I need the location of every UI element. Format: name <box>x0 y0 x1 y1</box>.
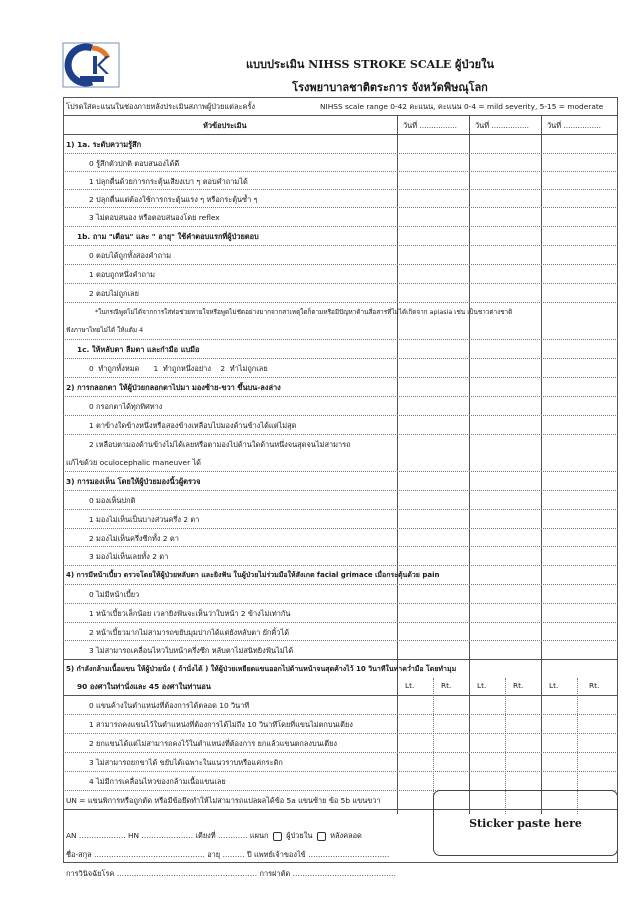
option-text: 0 ทำถูกทั้งหมด 1 ทำถูกหนึ่งอย่าง 2 ทำไม่ถูกเลย <box>89 364 268 373</box>
inpatient-checkbox[interactable] <box>273 832 282 841</box>
list-item <box>63 154 618 172</box>
note-text: *ในกรณีพูดไม่ได้จากการใส่ท่อช่วยหายใจหรือพูดไม่ชัดอย่างมากจากสาเหตุใดก็ตามหรือมีปัญหาด้านสื่อสารที่ไม่ได้เกิดจาก aplasia เช่น เป็นชาวต่างชาติ <box>95 308 513 316</box>
list-item <box>63 227 618 246</box>
option-text: 2 ปลุกตื่นแต่ต้องใช้การกระตุ้นแรง ๆ หรือกระตุ้นซ้ำ ๆ <box>89 195 258 204</box>
list-item <box>63 135 618 154</box>
list-item <box>63 660 618 678</box>
postpartum-label: หลังคลอด <box>330 831 362 840</box>
option-text: 0 ไม่มีหน้าเบี้ยว <box>89 590 140 599</box>
section-3-title: 3) การมองเห็น โดยให้ผู้ป่วยมองนิ้วผู้ตรวจ <box>66 477 201 486</box>
list-item <box>63 566 618 585</box>
date2-header: วันที่ ................ <box>475 121 530 130</box>
inpatient-label: ผู้ป่วยใน <box>286 831 313 840</box>
list-item <box>63 246 618 265</box>
instructions-right: NIHSS scale range 0-42 คะแนน, คะแนน 0-4 = mild severity, 5-15 = moderate <box>320 102 604 111</box>
option-text: 2 หน้าเบี้ยวมากไม่สามารถขยับมุมปากได้แต่ยังหลับตา ยักคิ้วได้ <box>89 628 289 637</box>
list-item <box>63 529 618 547</box>
list-item <box>63 604 618 623</box>
list-item <box>63 359 618 378</box>
list-item <box>63 753 618 772</box>
list-item <box>63 416 618 435</box>
option-text: 1 มองไม่เห็นเป็นบางส่วนครึ่ง 2 ตา <box>89 515 200 524</box>
option-text: 2 ยกแขนได้แต่ไม่สามารถคงไว้ในตำแหน่งที่ต้องการ ยกแล้วแขนตกลงบนเตียง <box>89 739 338 748</box>
section-5-subtitle: 90 องศาในท่านั่งและ 45 องศาในท่านอน <box>77 682 211 691</box>
instructions-left: โปรดใส่คะแนนในช่องภายหลังประเมินสภาพผู้ป่วยแต่ละครั้ง <box>66 102 255 111</box>
section-1c-title: 1c. ให้หลับตา ลืมตา และกำมือ แบมือ <box>77 345 200 354</box>
right-side-label: Rt. <box>513 681 524 690</box>
left-side-label: Lt. <box>549 681 559 690</box>
list-item <box>63 208 618 227</box>
date3-header: วันที่ ................ <box>547 121 602 130</box>
option-text: 2 มองไม่เห็นครึ่งซีกทั้ง 2 ตา <box>89 534 179 543</box>
table-header-row <box>63 116 618 135</box>
list-item <box>63 772 618 791</box>
option-text: 3 ไม่ตอบสนอง หรือตอบสนองโดย reflex <box>89 213 220 222</box>
option-text: 1 ตอบถูกหนึ่งคำถาม <box>89 270 156 279</box>
hospital-logo <box>62 42 120 88</box>
list-item <box>63 641 618 660</box>
note-text: ฟังภาษาไทยไม่ได้ ให้แต้ม 4 <box>66 326 144 334</box>
option-text: 3 มองไม่เห็นเลยทั้ง 2 ตา <box>89 552 169 561</box>
option-text: 0 รู้สึกตัวปกติ ตอบสนองได้ดี <box>89 159 180 168</box>
list-item <box>63 190 618 208</box>
option-text: 2 ตอบไม่ถูกเลย <box>89 289 139 298</box>
instructions-row <box>63 97 618 116</box>
option-text: 1 ปลุกตื่นด้วยการกระตุ้นเสียงเบา ๆ ตอบคำถามได้ <box>89 177 248 186</box>
hospital-name: โรงพยาบาลชาติตระการ จังหวัดพิษณุโลก <box>292 81 488 94</box>
left-side-label: Lt. <box>477 681 487 690</box>
list-item <box>63 678 618 696</box>
section-1b-title: 1b. ถาม "เดือน" และ " อายุ" ใช้คำตอบแรกที่ผู้ป่วยตอบ <box>77 232 259 241</box>
list-item <box>63 172 618 190</box>
list-item <box>63 265 618 284</box>
option-text: 4 ไม่มีการเคลื่อนไหวของกล้ามเนื้อแขนเลย <box>89 777 226 786</box>
list-item <box>63 491 618 510</box>
list-item <box>63 510 618 529</box>
list-item <box>63 322 618 340</box>
list-item <box>63 547 618 566</box>
option-text: 1 ตาข้างใดข้างหนึ่งหรือสองข้างเหลือบไปมองด้านข้างได้แต่ไม่สุด <box>89 421 297 430</box>
right-side-label: Rt. <box>441 681 452 690</box>
option-text: 1 สามารถคงแขนไว้ในตำแหน่งที่ต้องการได้ไม่ถึง 10 วินาทีโดยที่แขนไม่ตกบนเตียง <box>89 720 353 729</box>
form-title: แบบประเมิน NIHSS STROKE SCALE ผู้ป่วยใน <box>245 58 495 71</box>
list-item <box>63 696 618 715</box>
option-text: 0 กรอกตาได้ทุกทิศทาง <box>89 402 163 411</box>
option-text: 3 ไม่สามารถยกขาได้ ขยับได้เฉพาะในแนวราบหรือแค่กระดิก <box>89 758 283 767</box>
list-item <box>63 454 618 472</box>
topic-header: หัวข้อประเมิน <box>203 121 247 130</box>
sticker-area: Sticker paste here <box>433 790 618 856</box>
right-side-label: Rt. <box>589 681 600 690</box>
list-item <box>63 585 618 604</box>
option-text: 0 ตอบได้ถูกทั้งสองคำถาม <box>89 251 172 260</box>
option-text: 1 หน้าเบี้ยวเล็กน้อย เวลายิงฟันจะเห็นว่าใบหน้า 2 ข้างไม่เท่ากัน <box>89 609 291 618</box>
section-1a-title: 1) 1a. ระดับความรู้สึก <box>66 140 142 149</box>
un-note: UN = แขนพิการหรือถูกตัด หรือมีข้อยึดทำให้ไม่สามารถแปลผลได้ข้อ 5a แขนซ้าย ข้อ 5b แขนขวา <box>66 796 381 805</box>
option-text: 0 มองเห็นปกติ <box>89 496 136 505</box>
patient-info-line-1 <box>66 830 362 842</box>
option-text: 3 ไม่สามารถเคลื่อนไหวใบหน้าครึ่งซีก หลับตาไม่สนิทยิงฟันไม่ได้ <box>89 646 294 655</box>
postpartum-checkbox[interactable] <box>317 832 326 841</box>
section-5-title: 5) กำลังกล้ามเนื้อแขน ให้ผู้ป่วยนั่ง ( ถ้านั่งได้ ) ให้ผู้ป่วยเหยียดแขนออกไปด้านหน้าจนสุดค้างไว้ 10 วินาทีในท่าคว่ำมือ โดยทำมุม <box>66 665 457 673</box>
list-item <box>63 435 618 454</box>
option-text: 0 แขนค้างในตำแหน่งที่ต้องการได้ตลอด 10 วินาที <box>89 701 250 710</box>
list-item <box>63 472 618 491</box>
an-hn-field[interactable]: AN ………………. HN ………………… เตียงที่ ………… แผนก <box>66 831 269 840</box>
section-2-title: 2) การกลอกตา ให้ผู้ป่วยกลอกตาไปมา มองซ้าย-ขวา ขึ้นบน-ลงล่าง <box>66 383 281 392</box>
left-side-label: Lt. <box>405 681 415 690</box>
option-text: 2 เหลือบตามองด้านข้างไม่ได้เลยหรือตามองไปด้านใดด้านหนึ่งจนสุดจนไม่สามารถ <box>89 440 351 449</box>
patient-name-field[interactable]: ชื่อ-สกุล ……………………………………… อายุ ……… ปี แพทย์เจ้าของไข้ …………………………… <box>66 850 390 859</box>
diagnosis-field[interactable]: การวินิจฉัยโรค ………………………………………………… การผ่าตัด …………………………………… <box>66 869 396 878</box>
list-item <box>63 397 618 416</box>
section-4-title: 4) การมีหน้าเบี้ยว ตรวจโดยให้ผู้ป่วยหลับตา และยิงฟัน ในผู้ป่วยไม่ร่วมมือให้สังเกต facial grimace เมื่อกระตุ้นด้วย pain <box>66 571 440 579</box>
option-text: แก้ไขด้วย oculocephalic maneuver ได้ <box>66 458 201 467</box>
list-item <box>63 340 618 359</box>
list-item <box>63 734 618 753</box>
list-item <box>63 623 618 641</box>
list-item <box>63 378 618 397</box>
date1-header: วันที่ ................ <box>403 121 458 130</box>
list-item <box>63 715 618 734</box>
list-item <box>63 303 618 322</box>
list-item <box>63 284 618 303</box>
